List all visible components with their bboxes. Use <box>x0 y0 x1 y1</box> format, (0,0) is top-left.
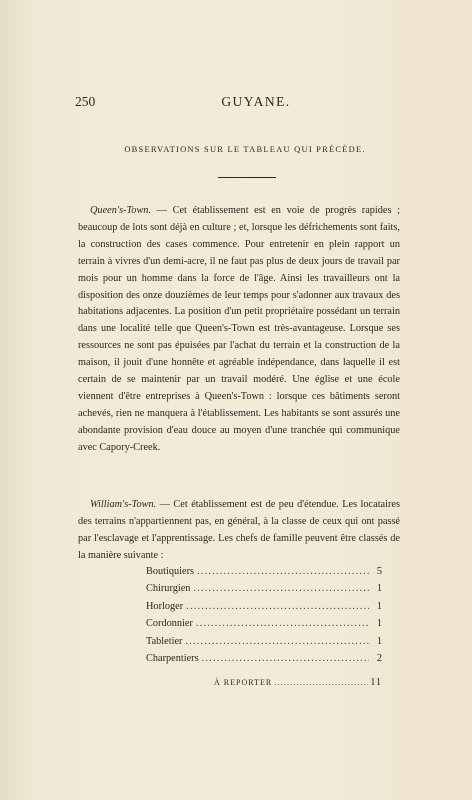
occupation-name: Tabletier <box>146 635 183 647</box>
carry-forward-row <box>214 677 382 688</box>
dot-leader <box>185 636 369 647</box>
occupation-count: 1 <box>376 635 382 647</box>
carry-forward-count: 11 <box>370 677 382 688</box>
page-number: 250 <box>75 94 96 109</box>
dot-leader <box>274 678 368 687</box>
carry-forward-label: À REPORTER <box>214 678 273 687</box>
dot-leader <box>196 618 369 629</box>
list-item <box>146 653 382 670</box>
occupation-name: Horloger <box>146 600 184 612</box>
occupation-count: 1 <box>376 600 382 612</box>
paragraph-queens-town <box>78 203 400 457</box>
paragraph-williams-town <box>78 497 400 565</box>
list-item <box>146 583 382 600</box>
paragraph-text: — Cet établissement est en voie de progrès rapides ; beaucoup de lots sont déjà en culture ; et, lorsque les défrichements sont faits, la construction des cases commence. Pour entretenir en plein rapport un terrain à vivres d'un demi-acre, il ne faut pas plus de deux jours de travail par mois pour un homme dans la force de l'âge. Ainsi les travailleurs ont la disposition des onze douzièmes de leur temps pour s'adonner aux travaux des habitations adjacentes. La position d'un petit propriétaire possédant un terrain dans une localité telle que Queen's-Town est très-avantageuse. Lorsque ses ressources ne sont pas épuisées par l'achat du terrain et la construction de la maison, il jouit d'une honnête et agréable indépendance, dans laquelle il est certain de se maintenir par un travail modéré. Une église et une école viennent d'être entreprises à Queen's-Town : lorsque ces bâtiments seront achevés, rien ne manquera à l'établissement. Les habitants se sont assurés une abondante provision d'eau douce au moyen d'une tranchée qui communique avec Capory-Creek. <box>78 205 400 453</box>
occupation-count: 2 <box>376 652 382 664</box>
dot-leader <box>197 566 369 577</box>
dot-leader <box>193 583 369 594</box>
dot-leader <box>186 601 369 612</box>
paragraph-lead: Queen's-Town. <box>90 205 152 216</box>
occupation-count: 1 <box>376 618 382 630</box>
running-head: GUYANE. <box>221 94 291 109</box>
list-item <box>146 618 382 635</box>
paragraph-lead: William's-Town. <box>90 499 157 510</box>
occupation-count: 5 <box>376 566 382 577</box>
occupation-name: Boutiquiers <box>146 566 195 577</box>
occupation-name: Cordonnier <box>146 618 193 630</box>
occupation-count: 1 <box>376 583 382 595</box>
list-item <box>146 636 382 653</box>
occupation-name: Chirurgien <box>146 583 191 595</box>
paragraph-text: — Cet établissement est de peu d'étendue. Les locataires des terrains n'appartiennent pas, en général, à la classe de ceux qui ont passé par l'esclavage et l'apprentissage. Les chefs de famille peuvent être classés de la manière suivante : <box>78 499 400 561</box>
list-item <box>146 601 382 618</box>
section-title: OBSERVATIONS SUR LE TABLEAU QUI PRÉCÈDE. <box>124 144 366 154</box>
dot-leader <box>202 653 369 664</box>
title-rule <box>218 177 276 178</box>
page-header <box>75 94 412 110</box>
occupation-name: Charpentiers <box>146 652 199 664</box>
occupation-list <box>146 566 382 670</box>
list-item <box>146 566 382 583</box>
